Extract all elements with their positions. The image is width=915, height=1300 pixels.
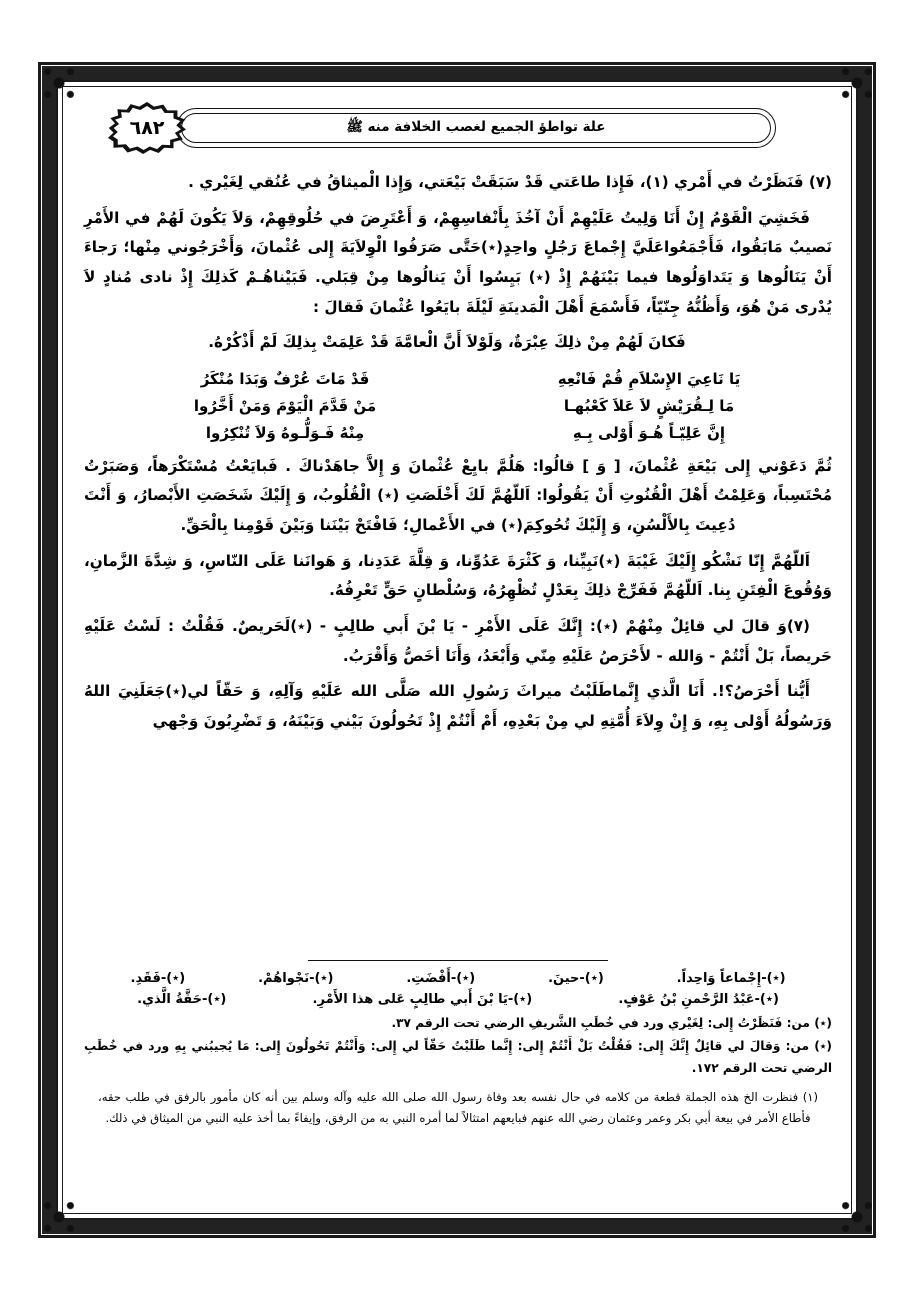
footnote-commentary: (١) فنظرت الخ هذه الجملة قطعة من كلامه في حال نفسه بعد وفاة رسول الله صلى الله عليه وآله وسلم بين أنه كان مأمور بالرفق في طلب حقه، فأطاع الأمر في بيعة أبي بكر وعمر وعثمان رضي الله عنهم فبايعهم امتثالاً لما أمره النبي به من الرفق، وإيفاءً بما أخذ عليه النبي من الميثاق في ذلك. xyxy=(98,1090,818,1125)
footnote-variants-row xyxy=(84,971,832,986)
paragraph: فَخَشِيَ الْقَوْمُ إِنْ أَنَا وَلِيتُ عَلَيْهِمْ أَنْ آخُذَ بِأَنْفاسِهِمْ، وَ أَعْتَرِضَ في حُلُوقِهِمْ، وَلاَ يَكُونَ لَهُمْ في الأَمْرِ نَصيبٌ مَابَقُوا، فَأَجْمَعُواعَلَيَّ إِجْماعَ رَجُلٍ واحِدٍ(٭)حَتَّى صَرَفُوا الْوِلاَيَةَ إِلى عُثْمانَ، وَأَخْرَجُوني مِنْها؛ رَجاءَ أَنْ يَنَالُوها وَ يَتَداوَلُوها فيما بَيْنَهُمْ إِذْ (٭) بَيِسُوا أَنْ يَنالُوها مِنْ قِبَلي. فَبَيْناهُـمْ كَذلِكَ إِذْ نادى مُنادٍ لاَ يُدْرى مَنْ هُوَ، وَأَظُنُّهُ جِنّيّاً، فَأَسْمَعَ أَهْلَ الْمَدينَةِ لَيْلَةَ بايَعُوا عُثْمانَ فَقالَ : xyxy=(84,208,832,316)
footnote-variants-row xyxy=(84,992,832,1007)
footnote-variant: (٭)-فَقَدِ. xyxy=(130,971,186,986)
corner-flower-icon xyxy=(842,1202,872,1232)
poem-hemistich-second: قَدْ مَاتَ عُرْفٌ وَبَدَا مُنْكَرُ xyxy=(200,369,370,388)
poem-hemistich-first: مَا لِـقُرَيْشٍ لاَ عَلاَ كَعْبُهـا xyxy=(563,396,735,415)
footnote-variant: (٭)-حينَ. xyxy=(548,971,604,986)
footnote-variant: (٭)-نَجْواهُمْ. xyxy=(258,971,334,986)
poem-line xyxy=(84,424,832,442)
poem-block xyxy=(84,370,832,442)
footnotes-section xyxy=(84,960,832,1129)
poem-hemistich-first: يَا نَاعِيَ الإِسْلاَمِ قُمْ فَانْعِهِ xyxy=(557,369,741,388)
paragraph: اَللّهُمَّ إِنّا نَشْكُو إِلَيْكَ غَيْبَةَ (٭)نَبِيِّنا، وَ كَثْرَةَ عَدُوِّنا، وَ قِلَّةَ عَدَدِنا، وَ هَوانَنا عَلَى النّاسِ، وَ شِدَّةَ الزَّمانِ، وَوُقُوعَ الْفِتَنِ بِنا. اَللّهُمَّ فَفَرِّجْ ذلِكَ بِعَدْلٍ تُظْهِرُهُ، وَسُلْطانٍ حَقٍّ تَعْرِفُهُ. xyxy=(84,551,832,600)
poem-hemistich-second: مِنْهُ فَـوَلُّـوهُ وَلاَ تُنْكِرُوا xyxy=(205,423,365,442)
paragraph: (٧) فَنَظَرْتُ في أَمْري (١)، فَإِذا طاعَتي قَدْ سَبَقَتْ بَيْعَتي، وَإِذا الْميثاقُ في عُنُقي لِغَيْري . xyxy=(188,173,832,191)
running-title-cartouche xyxy=(176,108,776,148)
footnote-source-note: (٭) من: فَنَظَرْتُ إِلى: لِغَيْري ورد في خُطَبِ الشَّريفِ الرضي تحت الرقم ٣٧. xyxy=(391,1016,832,1030)
footnote-divider xyxy=(308,960,608,961)
poem-line xyxy=(84,370,832,388)
poem-hemistich-second: مَنْ قَدَّمَ الْيَوْمَ وَمَنْ أَخَّرُوا xyxy=(193,396,377,415)
paragraph: ثُمَّ دَعَوْني إِلى بَيْعَةِ عُثْمانَ، [ وَ ] قالُوا: هَلُمَّ بايِعْ عُثْمانَ وَ إِلاَّ جاهَدْناكَ . فَبايَعْتُ مُسْتَكْرَهاً، وَصَبَرْتُ مُحْتَسِباً، وَعَلِمْتُ أَهْلَ الْقُنُوتِ أَنْ يَقُولُوا: اَللّهُمَّ لَكَ أَخْلَصَتِ (٭) الْقُلُوبُ، وَ إِلَيْكَ شَخَصَتِ الأَبْصارُ، وَ أَنْتَ دُعِيتَ بِالأَلْسُنِ، وَ إِلَيْكَ تُحُوكِمَ(٭) في الأَعْمالِ؛ فَافْتَحْ بَيْنَنا وَبَيْنَ قَوْمِنا بِالْحَقِّ. xyxy=(84,456,832,535)
footnote-variant: (٭)-إِجْماعاً وَاحِداً. xyxy=(676,971,786,986)
paragraph: أَيُّنا أَحْرَصُ؟!. أَنَا الَّذي إِنَّماطَلَبْتُ ميراثَ رَسُولِ الله صَلَّى الله عَلَيْهِ وَآلِهِ، وَ حَقّاً لي(٭)جَعَلَنِيَ اللهُ وَرَسُولُهُ أَوْلى بِهِ، وَ إِنْ وِلاَءَ أُمَّتِهِ لي مِنْ بَعْدِهِ، أَمْ أَنْتُمْ إِذْ تَحُولُونَ بَيْني وَبَيْنَهُ، وَ تَضْرِبُونَ وَجْهي xyxy=(84,682,832,730)
poem-hemistich-first: إِنَّ عَلِيّـاً هُـوَ أَوْلى بِـهِ xyxy=(572,423,726,442)
footnote-variant: (٭)-أَفْضَتِ. xyxy=(406,971,476,986)
footnote-variant: (٭)-عَبْدُ الرَّحْمنِ بْنُ عَوْفٍ. xyxy=(618,992,779,1007)
corner-flower-icon xyxy=(44,68,74,98)
corner-flower-icon xyxy=(44,1202,74,1232)
page-header xyxy=(80,100,836,158)
footnote-variant: (٭)-يَا بْنَ أَبي طالِبٍ عَلى هذا الأَمْرِ. xyxy=(312,992,533,1007)
page-title: علة تواطؤ الجميع لغصب الخلافة منه ﷺ xyxy=(346,119,606,135)
page-number-badge xyxy=(108,102,186,154)
paragraph: (٧)وَ قالَ لي قائِلٌ مِنْهُمْ (٭): إِنَّكَ عَلَى الأَمْرِ - يَا بْنَ أَبي طالِبٍ - (٭)لَحَريصٌ. فَقُلْتُ : لَسْتُ عَلَيْهِ حَريصاً، بَلْ أَنْتُمْ - وَالله - لأَحْرَصُ عَلَيْهِ مِنّي وَأَبْعَدُ، وَأَنَا أخَصُّ وَأَقْرَبُ. xyxy=(84,617,832,665)
paragraph: فَكانَ لَهُمْ مِنْ ذلِكَ عِبْرَةٌ، وَلَوْلاَ أَنَّ الْعامَّةَ قَدْ عَلِمَتْ بِذلِكَ لَمْ أَذْكُرْهُ. xyxy=(208,333,686,352)
footnote-variant: (٭)-حَقَّةُ الَّذي. xyxy=(137,992,227,1007)
corner-flower-icon xyxy=(842,68,872,98)
page-number: ٦٨٢ xyxy=(129,117,165,139)
poem-line xyxy=(84,397,832,415)
footnote-source-note: (٭) من: وَقالَ لي قائِلٌ إِنَّكَ إِلى: فَقُلْتُ بَلْ أَنْتُمْ إِلى: إِنَّما طَلَبْتُ حَقّاً لي إِلى: وَأَنْتُمْ تَحُولُونَ إِلى: مَا يُجيبُني بِهِ ورد في خُطَبِ الرضي تحت الرقم ١٧٢. xyxy=(84,1039,832,1075)
